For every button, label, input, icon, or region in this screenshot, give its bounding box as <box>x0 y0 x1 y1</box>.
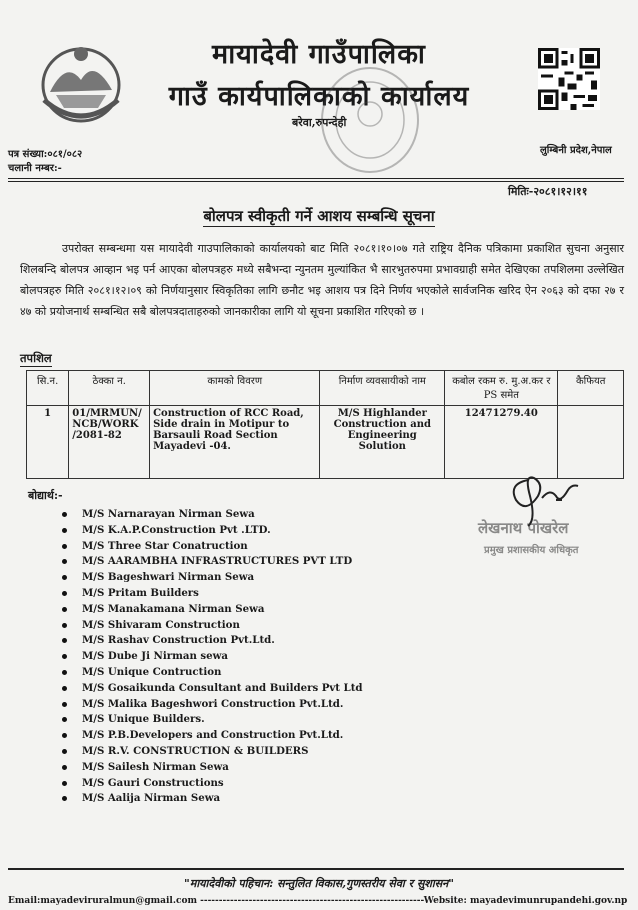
col-contractor-name: निर्माण व्यवसायीको नाम <box>320 371 445 406</box>
list-item: M/S Dube Ji Nirman sewa <box>62 650 363 666</box>
list-item: M/S R.V. CONSTRUCTION & BUILDERS <box>62 745 363 761</box>
dispatch-number: चलानी नम्बर:- <box>8 163 62 174</box>
letter-meta <box>8 148 82 176</box>
col-contract-no: ठेक्का न. <box>69 371 150 406</box>
recipient-list <box>62 508 363 808</box>
list-item: M/S P.B.Developers and Construction Pvt.Ltd. <box>62 729 363 745</box>
recipients-label: बोद्यार्थ:- <box>28 489 63 502</box>
notice-body: उपरोक्त सम्बन्धमा यस मायादेवी गाउपालिकाको कार्यालयको बाट मिति २०८१।१०।०७ गते राष्ट्रिय दैनिक पत्रिकामा प्रकाशित सुचना अनुसार शिलबन्दि बोलपत्र आव्हान भइ पर्न आएका बोलपत्रहरु मध्ये सबैभन्दा न्युनतम मुल्यांकित भै सारभुतरुपमा प्रभावग्राही समेत देखिएका तपशिलमा उल्लेखित बोलपत्रहरु मिति २०८१।१२।०९ को निर्णयानुसार स्विकृतिका लागि छनौट भइ आशय पत्र दिने निर्णय भएकोले सार्वजनिक खरिद ऐन २०६३ को दफा २७ र ४७ को प्रयोजनार्थ सम्बन्धित सबै बोलपत्रदाताहरुको जानकारीका लागि यो सूचना प्रकाशित गरिएको छ । <box>20 242 624 318</box>
list-item: M/S Rashav Construction Pvt.Ltd. <box>62 634 363 650</box>
notice-heading-text: बोलपत्र स्वीकृती गर्ने आशय सम्बन्धि सूचना <box>203 207 435 225</box>
col-remarks: कैफियत <box>558 371 624 406</box>
list-item: M/S Aalija Nirman Sewa <box>62 792 363 808</box>
header-divider-thin <box>8 181 624 182</box>
footer-contact: Email:mayadeviruralmun@gmail.com ------------------------------------------------------------Website: mayadevimunrupandehi.gov.np <box>8 896 628 906</box>
qr-code-icon <box>538 48 600 110</box>
office-title: मायादेवी गाउँपालिका <box>212 39 426 70</box>
details-label: तपशिल <box>20 351 52 365</box>
cell-work-description: Construction of RCC Road, Side drain in Motipur to Barsauli Road Section Mayadevi -04. <box>150 406 320 479</box>
list-item: M/S Malika Bageshwori Construction Pvt.Ltd. <box>62 698 363 714</box>
notice-heading <box>0 206 638 226</box>
cell-bid-amount: 12471279.40 <box>445 406 558 479</box>
office-seal-icon <box>318 64 422 176</box>
table-row <box>27 406 624 479</box>
cell-contract-no: 01/MRMUN/ NCB/WORK /2081-82 <box>69 406 150 479</box>
col-sn: सि.न. <box>27 371 69 406</box>
cell-sn: 1 <box>27 406 69 479</box>
notice-date: मितिः-२०८१।१२।११ <box>508 185 588 198</box>
list-item: M/S Shivaram Construction <box>62 619 363 635</box>
list-item: M/S Sailesh Nirman Sewa <box>62 761 363 777</box>
col-work-description: कामको विवरण <box>150 371 320 406</box>
contract-table <box>26 370 624 479</box>
cell-remarks <box>558 406 624 479</box>
list-item: M/S Narnarayan Nirman Sewa <box>62 508 363 524</box>
province-label: लुम्बिनी प्रदेश,नेपाल <box>540 145 612 156</box>
office-address: बरेवा,रुपन्देही <box>292 116 347 129</box>
signatory-designation: प्रमुख प्रशासकीय अधिकृत <box>484 545 579 556</box>
letter-number: पत्र संख्या:०८१/०८२ <box>8 149 83 160</box>
list-item: M/S AARAMBHA INFRASTRUCTURES PVT LTD <box>62 555 363 571</box>
cell-contractor-name: M/S Highlander Construction and Engineering Solution <box>320 406 445 479</box>
office-subtitle: गाउँ कार्यपालिकाको कार्यालय <box>168 81 470 112</box>
footer-slogan: "मायादेवीको पहिचान: सन्तुलित विकास,गुणस्तरीय सेवा र सुशासन" <box>184 877 454 890</box>
col-bid-amount: कबोल रकम रु. मु.अ.कर र PS समेत <box>445 371 558 406</box>
list-item: M/S Manakamana Nirman Sewa <box>62 603 363 619</box>
footer-divider <box>8 868 624 870</box>
list-item: M/S Unique Contruction <box>62 666 363 682</box>
header-divider <box>8 178 624 179</box>
list-item: M/S Gauri Constructions <box>62 777 363 793</box>
list-item: M/S Pritam Builders <box>62 587 363 603</box>
list-item: M/S Three Star Conatruction <box>62 540 363 556</box>
list-item: M/S Bageshwari Nirman Sewa <box>62 571 363 587</box>
signatory-stamp <box>474 516 620 562</box>
list-item: M/S Unique Builders. <box>62 713 363 729</box>
list-item: M/S K.A.P.Construction Pvt .LTD. <box>62 524 363 540</box>
list-item: M/S Gosaikunda Consultant and Builders Pvt Ltd <box>62 682 363 698</box>
table-header-row <box>27 371 624 406</box>
signatory-name: लेखनाथ पोखरेल <box>478 519 569 537</box>
